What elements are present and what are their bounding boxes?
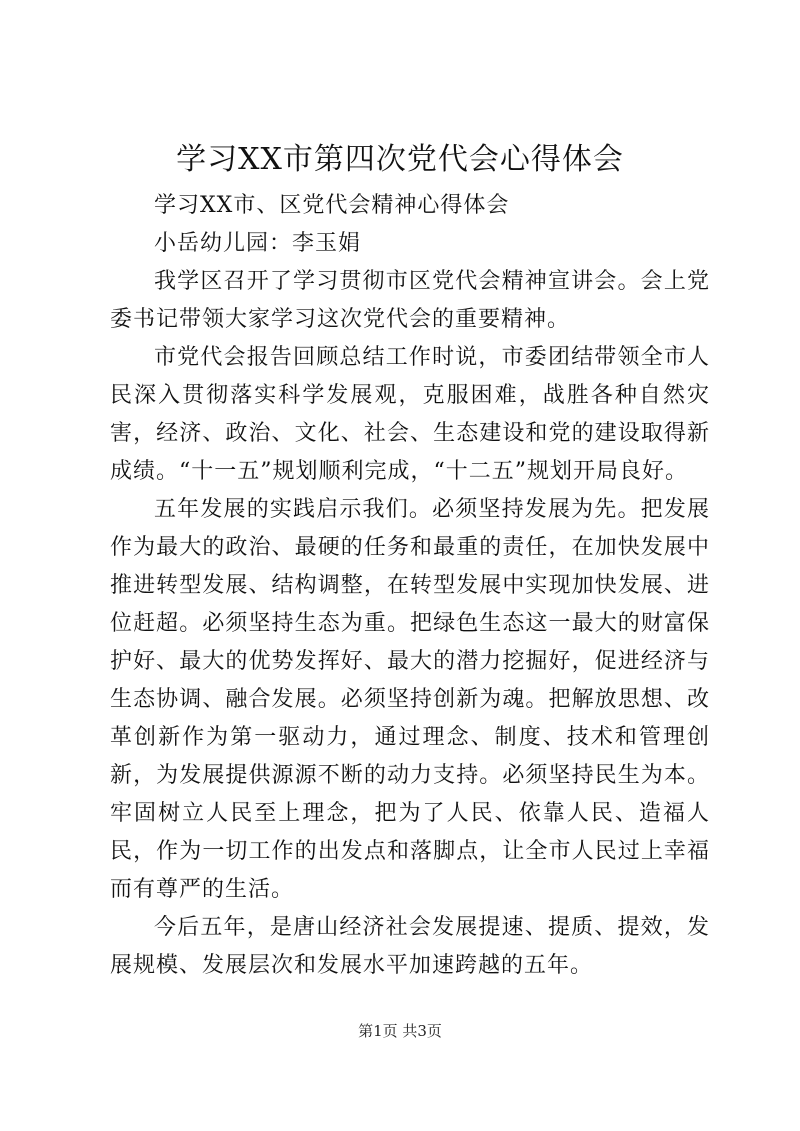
- body-paragraph: 市党代会报告回顾总结工作时说，市委团结带领全市人民深入贯彻落实科学发展观，克服困难，战胜各种自然灾害，经济、政治、文化、社会、生态建设和党的建设取得新成绩。“十一五”规划顺利完成，“十二五”规划开局良好。: [110, 345, 710, 484]
- document-title: 学习XX市第四次党代会心得体会: [176, 142, 624, 177]
- document-body: [110, 187, 710, 985]
- body-paragraph: 今后五年，是唐山经济社会发展提速、提质、提效，发展规模、发展层次和发展水平加速跨越的五年。: [110, 915, 710, 978]
- subtitle-paragraph: 学习XX市、区党代会精神心得体会: [154, 193, 510, 218]
- page-footer: 第1页 共3页: [358, 1022, 442, 1040]
- author-paragraph: 小岳幼儿园：李玉娟: [154, 231, 362, 256]
- body-paragraph: 五年发展的实践启示我们。必须坚持发展为先。把发展作为最大的政治、最硬的任务和最重的责任，在加快发展中推进转型发展、结构调整，在转型发展中实现加快发展、进位赶超。必须坚持生态为重。把绿色生态这一最大的财富保护好、最大的优势发挥好、最大的潜力挖掘好，促进经济与生态协调、融合发展。必须坚持创新为魂。把解放思想、改革创新作为第一驱动力，通过理念、制度、技术和管理创新，为发展提供源源不断的动力支持。必须坚持民生为本。牢固树立人民至上理念，把为了人民、依靠人民、造福人民，作为一切工作的出发点和落脚点，让全市人民过上幸福而有尊严的生活。: [110, 497, 710, 902]
- body-paragraph: 我学区召开了学习贯彻市区党代会精神宣讲会。会上党委书记带领大家学习这次党代会的重要精神。: [110, 269, 710, 332]
